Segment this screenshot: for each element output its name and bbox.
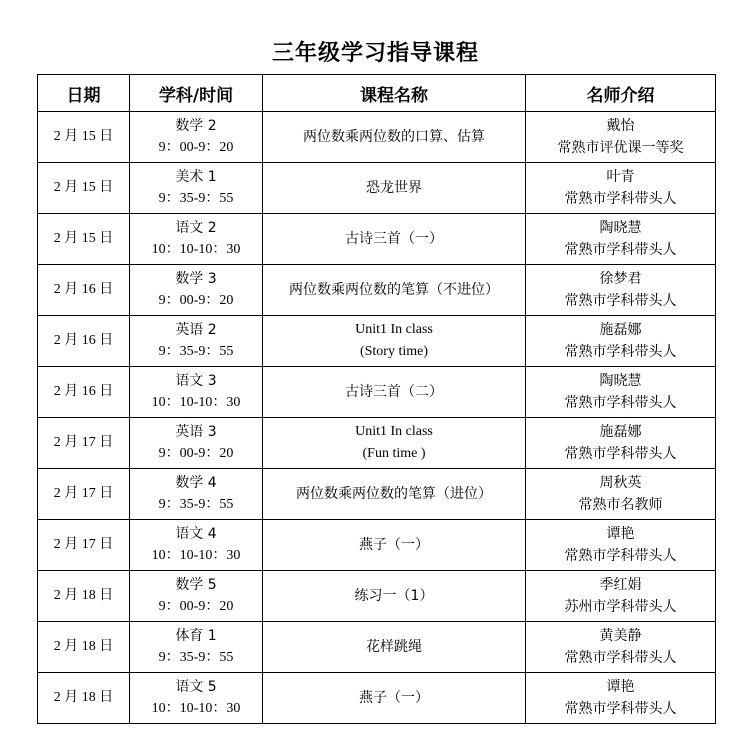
course-name-line: 燕子（一） <box>359 690 429 706</box>
cell-course-name <box>263 418 526 469</box>
time-label: 9：35-9：55 <box>158 497 234 512</box>
cell-teacher <box>526 571 716 622</box>
cell-subject-time <box>130 571 263 622</box>
header-teacher: 名师介绍 <box>526 75 716 112</box>
course-name-line: 古诗三首（一） <box>345 231 443 247</box>
course-name-line: (Story time) <box>359 344 429 359</box>
teacher-title: 常熟市名教师 <box>578 497 663 513</box>
table-body <box>38 112 716 724</box>
cell-subject-time <box>130 622 263 673</box>
teacher-name: 周秋英 <box>599 475 642 491</box>
time-label: 9：00-9：20 <box>158 446 234 461</box>
cell-course-name <box>263 622 526 673</box>
cell-teacher <box>526 265 716 316</box>
table-row <box>38 520 716 571</box>
teacher-title: 常熟市学科带头人 <box>564 191 677 207</box>
cell-course-name <box>263 265 526 316</box>
time-label: 10：10-10：30 <box>151 701 241 716</box>
table-row <box>38 673 716 724</box>
teacher-name: 戴怡 <box>606 118 635 134</box>
course-name-line: 练习一（1） <box>354 588 434 604</box>
subject-label: 英语 3 <box>175 424 217 440</box>
teacher-name: 谭艳 <box>606 679 635 695</box>
subject-label: 美术 1 <box>175 169 217 185</box>
table-row <box>38 571 716 622</box>
time-label: 10：10-10：30 <box>151 548 241 563</box>
course-name-line: (Fun time ) <box>362 446 426 461</box>
cell-date: 2 月 15 日 <box>38 112 130 163</box>
page-title: 三年级学习指导课程 <box>271 41 479 66</box>
cell-date: 2 月 15 日 <box>38 163 130 214</box>
cell-subject-time <box>130 469 263 520</box>
teacher-name: 叶青 <box>606 169 635 185</box>
cell-subject-time <box>130 418 263 469</box>
subject-label: 数学 3 <box>175 271 217 287</box>
teacher-name: 谭艳 <box>606 526 635 542</box>
cell-course-name <box>263 673 526 724</box>
cell-subject-time <box>130 163 263 214</box>
cell-course-name <box>263 367 526 418</box>
table-row <box>38 418 716 469</box>
cell-course-name <box>263 163 526 214</box>
cell-teacher <box>526 520 716 571</box>
teacher-title: 常熟市学科带头人 <box>564 701 677 717</box>
teacher-title: 常熟市评优课一等奖 <box>557 140 684 156</box>
subject-label: 语文 4 <box>175 526 217 542</box>
course-name-line: 两位数乘两位数的口算、估算 <box>303 129 485 145</box>
teacher-title: 苏州市学科带头人 <box>564 599 677 615</box>
table-row <box>38 112 716 163</box>
cell-date: 2 月 18 日 <box>38 622 130 673</box>
course-name-line: 燕子（一） <box>359 537 429 553</box>
teacher-title: 常熟市学科带头人 <box>564 446 677 462</box>
time-label: 9：00-9：20 <box>158 140 234 155</box>
cell-date: 2 月 16 日 <box>38 367 130 418</box>
time-label: 9：00-9：20 <box>158 599 234 614</box>
time-label: 9：00-9：20 <box>158 293 234 308</box>
course-name-line: 恐龙世界 <box>366 180 422 196</box>
header-date: 日期 <box>38 75 130 112</box>
subject-label: 语文 5 <box>175 679 217 695</box>
teacher-name: 季红娟 <box>599 577 642 593</box>
course-name-line: Unit1 In class <box>355 322 433 337</box>
teacher-name: 徐梦君 <box>599 271 642 287</box>
teacher-title: 常熟市学科带头人 <box>564 650 677 666</box>
cell-subject-time <box>130 112 263 163</box>
cell-teacher <box>526 112 716 163</box>
time-label: 10：10-10：30 <box>151 242 241 257</box>
table-row <box>38 367 716 418</box>
header-course-name: 课程名称 <box>263 75 526 112</box>
cell-course-name <box>263 469 526 520</box>
table-row <box>38 469 716 520</box>
cell-teacher <box>526 163 716 214</box>
subject-label: 英语 2 <box>175 322 217 338</box>
cell-teacher <box>526 622 716 673</box>
cell-subject-time <box>130 214 263 265</box>
teacher-title: 常熟市学科带头人 <box>564 344 677 360</box>
cell-teacher <box>526 316 716 367</box>
cell-subject-time <box>130 520 263 571</box>
course-name-line: Unit1 In class <box>355 424 433 439</box>
teacher-name: 施磊娜 <box>599 424 642 440</box>
cell-subject-time <box>130 673 263 724</box>
subject-label: 数学 5 <box>175 577 217 593</box>
cell-subject-time <box>130 265 263 316</box>
cell-date: 2 月 17 日 <box>38 469 130 520</box>
time-label: 9：35-9：55 <box>158 650 234 665</box>
cell-date: 2 月 17 日 <box>38 418 130 469</box>
subject-label: 语文 3 <box>175 373 217 389</box>
table-header-row <box>38 75 716 112</box>
teacher-title: 常熟市学科带头人 <box>564 395 677 411</box>
cell-teacher <box>526 367 716 418</box>
table-row <box>38 163 716 214</box>
teacher-title: 常熟市学科带头人 <box>564 293 677 309</box>
cell-course-name <box>263 112 526 163</box>
table-row <box>38 622 716 673</box>
cell-teacher <box>526 469 716 520</box>
table-row <box>38 265 716 316</box>
course-schedule-table <box>37 74 716 724</box>
cell-course-name <box>263 214 526 265</box>
subject-label: 数学 2 <box>175 118 217 134</box>
teacher-name: 黄美静 <box>599 628 642 644</box>
subject-label: 体育 1 <box>175 628 217 644</box>
time-label: 9：35-9：55 <box>158 344 234 359</box>
header-subject-time: 学科/时间 <box>130 75 263 112</box>
time-label: 10：10-10：30 <box>151 395 241 410</box>
subject-label: 数学 4 <box>175 475 217 491</box>
teacher-name: 陶晓慧 <box>599 373 642 389</box>
cell-date: 2 月 15 日 <box>38 214 130 265</box>
teacher-name: 陶晓慧 <box>599 220 642 236</box>
course-name-line: 古诗三首（二） <box>345 384 443 400</box>
table-row <box>38 214 716 265</box>
cell-date: 2 月 18 日 <box>38 673 130 724</box>
course-name-line: 两位数乘两位数的笔算（不进位） <box>289 282 499 298</box>
cell-date: 2 月 16 日 <box>38 265 130 316</box>
teacher-name: 施磊娜 <box>599 322 642 338</box>
cell-date: 2 月 18 日 <box>38 571 130 622</box>
cell-date: 2 月 17 日 <box>38 520 130 571</box>
teacher-title: 常熟市学科带头人 <box>564 548 677 564</box>
course-name-line: 两位数乘两位数的笔算（进位） <box>296 486 492 502</box>
cell-teacher <box>526 214 716 265</box>
cell-subject-time <box>130 316 263 367</box>
cell-date: 2 月 16 日 <box>38 316 130 367</box>
teacher-title: 常熟市学科带头人 <box>564 242 677 258</box>
time-label: 9：35-9：55 <box>158 191 234 206</box>
cell-course-name <box>263 316 526 367</box>
cell-course-name <box>263 571 526 622</box>
course-name-line: 花样跳绳 <box>366 639 422 655</box>
subject-label: 语文 2 <box>175 220 217 236</box>
cell-teacher <box>526 418 716 469</box>
cell-course-name <box>263 520 526 571</box>
cell-teacher <box>526 673 716 724</box>
cell-subject-time <box>130 367 263 418</box>
table-row <box>38 316 716 367</box>
